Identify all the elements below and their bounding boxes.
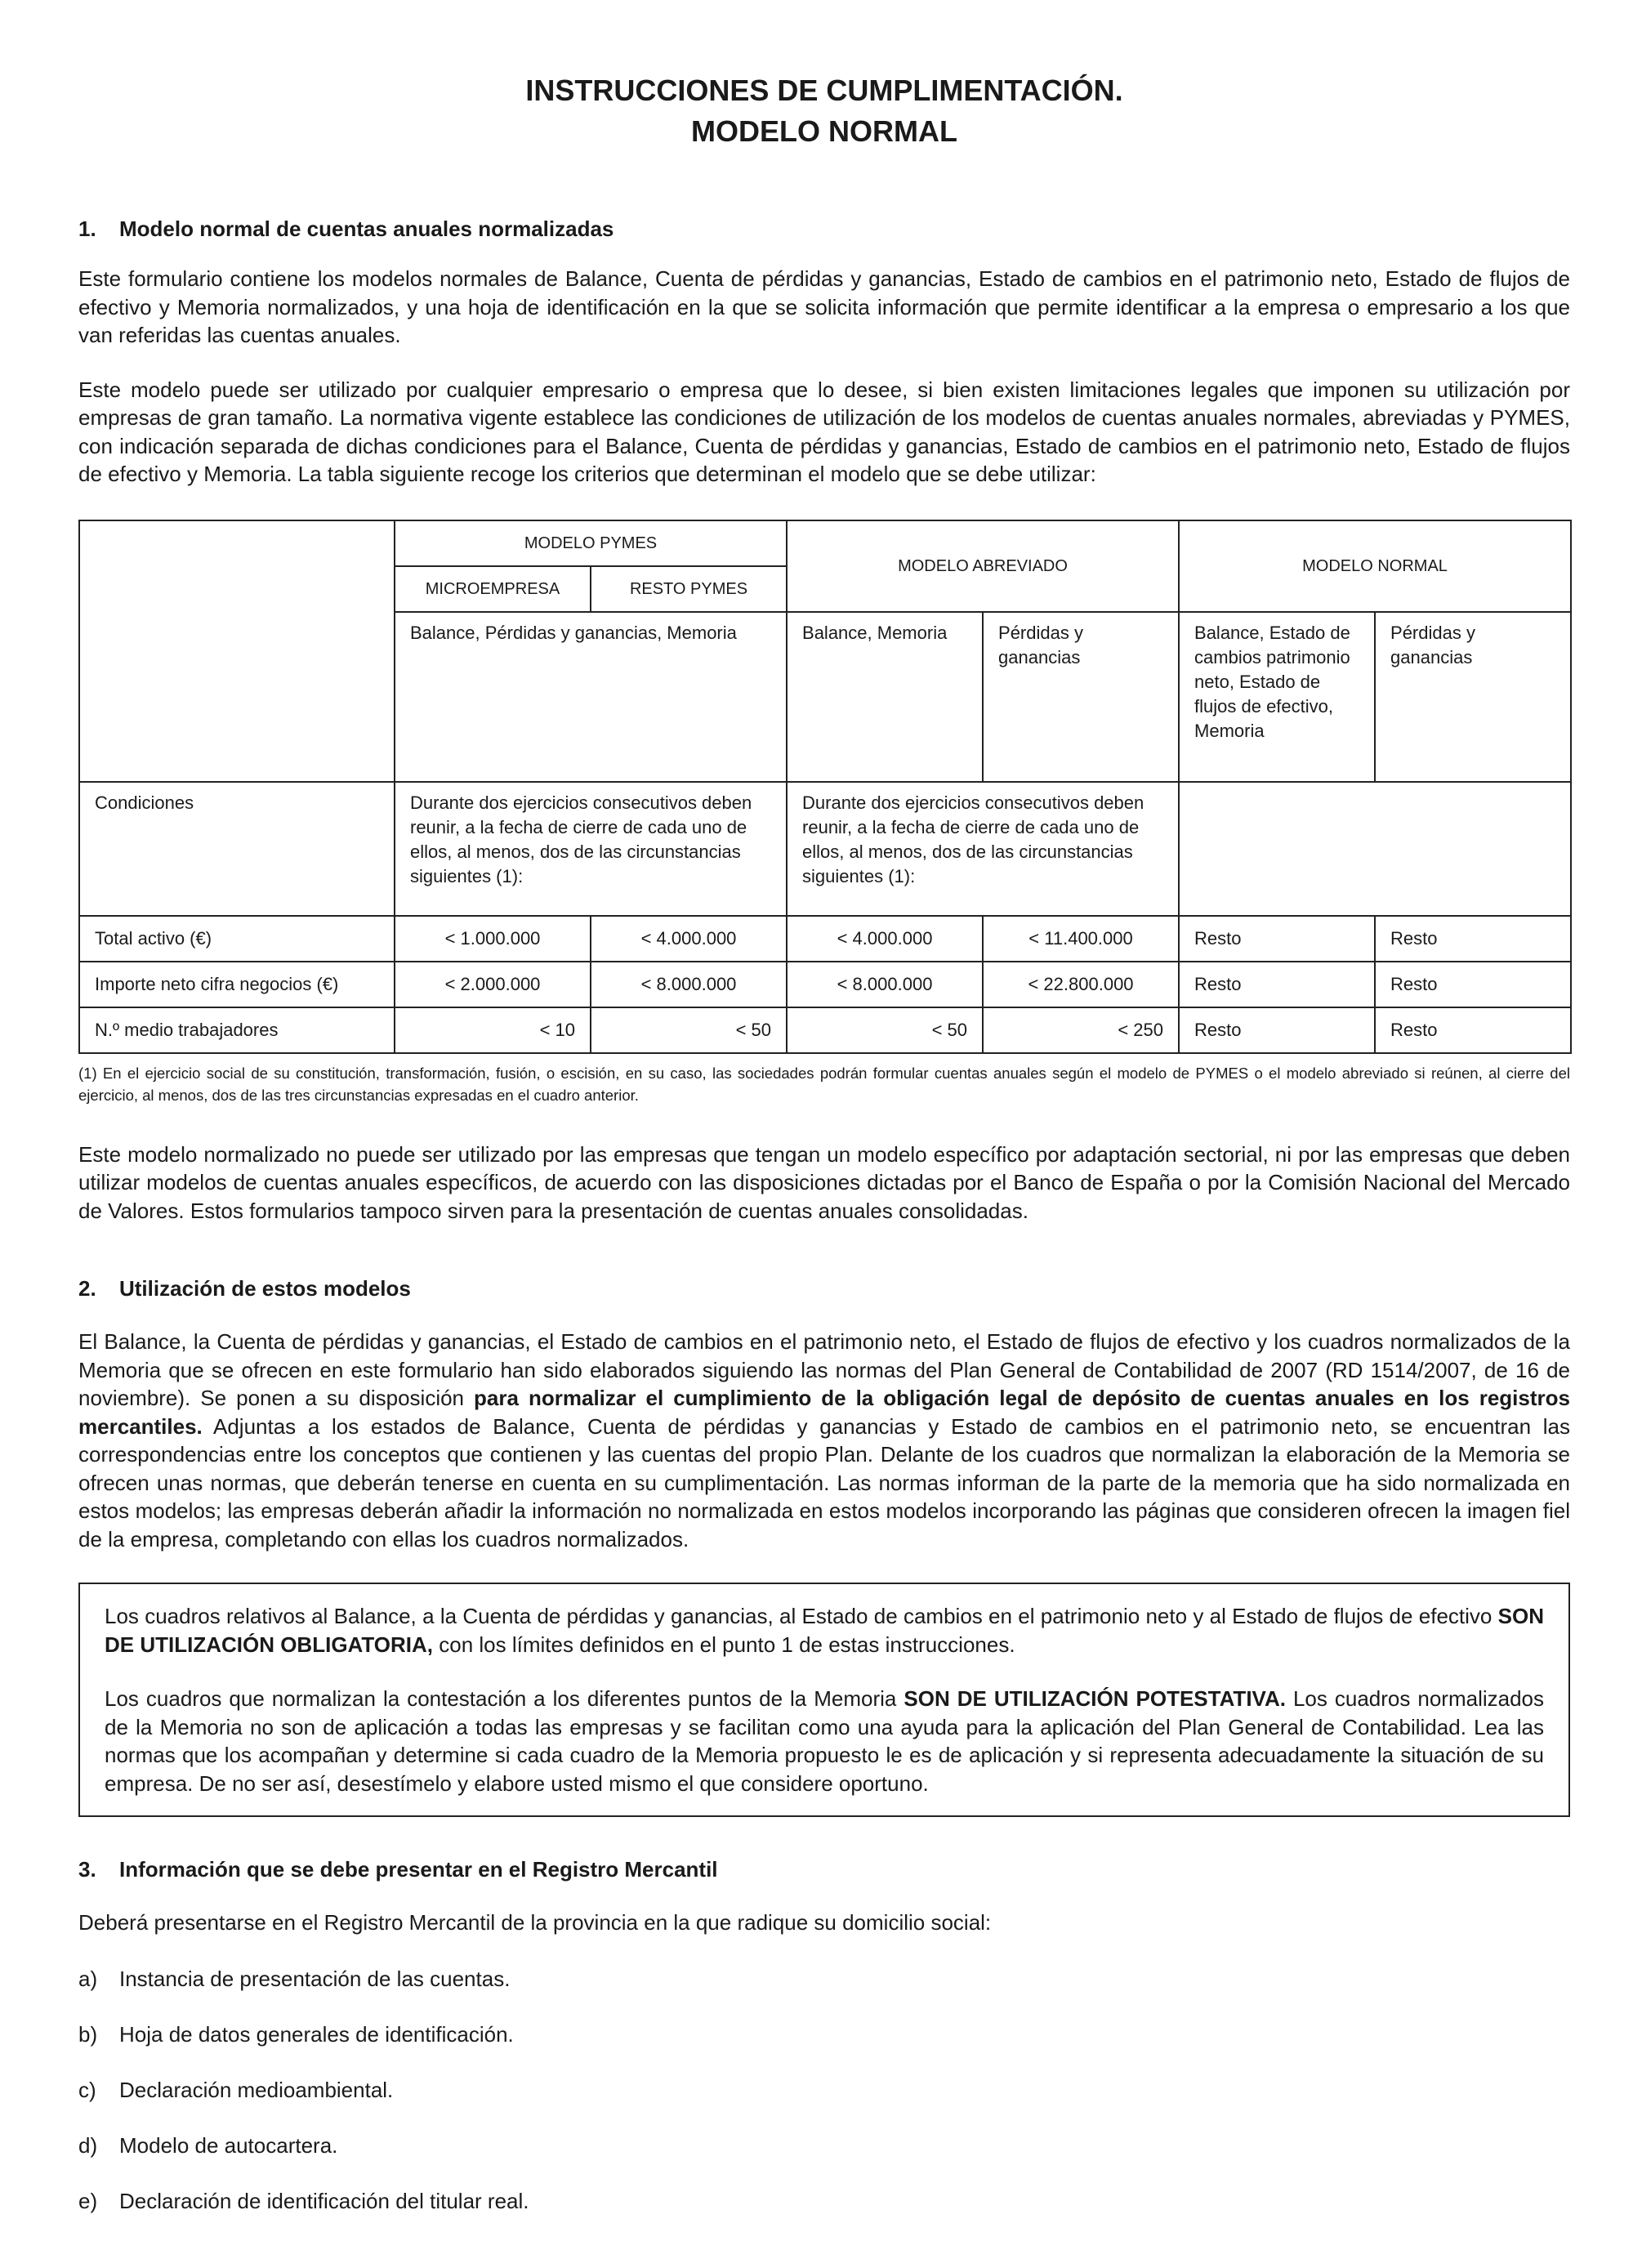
list-item-text: Instancia de presentación de las cuentas. <box>119 1966 511 1991</box>
conditions-pymes: Durante dos ejercicios consecutivos deben reunir, a la fecha de cierre de cada uno de ellos, al menos, dos de las circunstancias siguientes (1): <box>395 782 787 916</box>
conditions-normal <box>1179 782 1571 916</box>
cell-normal-b: Resto <box>1375 916 1571 962</box>
cell-normal-b: Resto <box>1375 962 1571 1007</box>
row-label: Importe neto cifra negocios (€) <box>79 962 395 1007</box>
cell-normal-a: Resto <box>1179 962 1375 1007</box>
title-line-2: MODELO NORMAL <box>691 114 957 148</box>
header-microempresa: MICROEMPRESA <box>395 566 591 612</box>
list-item-text: Hoja de datos generales de identificación. <box>119 2021 514 2047</box>
list-item-text: Declaración medioambiental. <box>119 2077 394 2102</box>
list-item-label: d) <box>78 2132 98 2158</box>
docs-pymes: Balance, Pérdidas y ganancias, Memoria <box>395 612 787 782</box>
section-1-number: 1. <box>78 217 96 241</box>
criteria-table <box>78 520 1572 1054</box>
conditions-label: Condiciones <box>79 782 395 916</box>
cell-resto-pymes: < 8.000.000 <box>591 962 787 1007</box>
list-item-label: a) <box>78 1966 98 1991</box>
notice-paragraph-2 <box>105 1685 1544 1797</box>
notice-2-bold: SON DE UTILIZACIÓN POTESTATIVA. <box>904 1686 1286 1711</box>
cell-normal-b: Resto <box>1375 1007 1571 1053</box>
cell-abreviado-b: < 22.800.000 <box>983 962 1179 1007</box>
header-resto-pymes: RESTO PYMES <box>591 566 787 612</box>
table-footnote: (1) En el ejercicio social de su constitución, transformación, fusión, o escisión, en su caso, las sociedades podrán formular cuentas anuales según el modelo de PYMES o el modelo abreviado si reúnen, al cierre del ejercicio, al menos, dos de las tres circunstancias expresadas en el cuadro anterior. <box>78 1064 1570 1104</box>
table-row <box>79 1007 1571 1053</box>
list-item <box>78 2076 1570 2104</box>
section-1-heading <box>78 214 1570 243</box>
cell-normal-a: Resto <box>1179 1007 1375 1053</box>
section-3-number: 3. <box>78 1857 96 1882</box>
notice-box <box>78 1583 1570 1817</box>
section-2-heading <box>78 1274 1570 1303</box>
section-3-intro: Deberá presentarse en el Registro Mercantil de la provincia en la que radique su domicilio social: <box>78 1910 992 1935</box>
section-2-text-end: Adjuntas a los estados de Balance, Cuenta de pérdidas y ganancias y Estado de cambios en el patrimonio neto, se encuentran las correspondencias entre los conceptos que contienen y las cuentas del propio Plan. Delante de los cuadros que normalizan la elaboración de la Memoria se ofrecen unas normas, que deberán tenerse en cuenta en su cumplimentación. Las normas informan de la parte de la memoria que ha sido normalizada en estos modelos; las empresas deberán añadir la información no normalizada en estos modelos incorporando las páginas que consideren ofrecen la imagen fiel de la empresa, completando con ellas los cuadros normalizados. <box>78 1413 1570 1551</box>
list-item <box>78 1965 1570 1993</box>
list-item <box>78 2020 1570 2048</box>
document-page <box>78 0 1570 2215</box>
section-1-title: Modelo normal de cuentas anuales normalizadas <box>119 217 614 241</box>
conditions-abreviado: Durante dos ejercicios consecutivos deben reunir, a la fecha de cierre de cada uno de ellos, al menos, dos de las circunstancias siguientes (1): <box>787 782 1179 916</box>
notice-2-start: Los cuadros que normalizan la contestación a los diferentes puntos de la Memoria <box>105 1686 904 1711</box>
section-3-heading <box>78 1855 1570 1884</box>
section-1-paragraph-1: Este formulario contiene los modelos normales de Balance, Cuenta de pérdidas y ganancias, Estado de cambios en el patrimonio neto, Estado de flujos de efectivo y Memoria normalizados, y una hoja de identificación en la que se solicita información que permite identificar a la empresa o empresario a los que van referidas las cuentas anuales. <box>78 266 1570 347</box>
list-item-label: e) <box>78 2188 98 2213</box>
section-1-paragraph-2: Este modelo puede ser utilizado por cualquier empresario o empresa que lo desee, si bien existen limitaciones legales que imponen su utilización por empresas de gran tamaño. La normativa vigente establece las condiciones de utilización de los modelos de cuentas anuales normales, abreviadas y PYMES, con indicación separada de dichas condiciones para el Balance, Cuenta de pérdidas y ganancias, Estado de cambios en el patrimonio neto, Estado de flujos de efectivo y Memoria. La tabla siguiente recoge los criterios que determinan el modelo que se debe utilizar: <box>78 377 1570 486</box>
cell-abreviado-b: < 11.400.000 <box>983 916 1179 962</box>
header-modelo-abreviado: MODELO ABREVIADO <box>787 520 1179 612</box>
docs-abreviado-perdidas: Pérdidas y ganancias <box>983 612 1179 782</box>
cell-micro: < 2.000.000 <box>395 962 591 1007</box>
list-item <box>78 2187 1570 2215</box>
section-1-paragraph-3: Este modelo normalizado no puede ser utilizado por las empresas que tengan un modelo específico por adaptación sectorial, ni por las empresas que deben utilizar modelos de cuentas anuales específicos, de acuerdo con las disposiciones dictadas por el Banco de España o por la Comisión Nacional del Mercado de Valores. Estos formularios tampoco sirven para la presentación de cuentas anuales consolidadas. <box>78 1141 1570 1223</box>
cell-abreviado-b: < 250 <box>983 1007 1179 1053</box>
cell-abreviado-a: < 4.000.000 <box>787 916 983 962</box>
cell-normal-a: Resto <box>1179 916 1375 962</box>
title-line-1: INSTRUCCIONES DE CUMPLIMENTACIÓN. <box>525 74 1123 107</box>
table-row <box>79 916 1571 962</box>
notice-paragraph-1 <box>105 1602 1544 1659</box>
section-2-text-bold: para normalizar el cumplimiento de la obligación legal de depósito de cuentas anuales en los registros mercantiles. <box>78 1386 1570 1439</box>
docs-normal-perdidas: Pérdidas y ganancias <box>1375 612 1571 782</box>
section-2-text-start: El Balance, la Cuenta de pérdidas y ganancias, el Estado de cambios en el patrimonio neto, el Estado de flujos de efectivo y los cuadros normalizados de la Memoria que se ofrecen en este formulario han sido elaborados siguiendo las normas del Plan General de Contabilidad de 2007 (RD 1514/2007, de 16 de noviembre). Se ponen a su disposición <box>78 1329 1570 1410</box>
section-2-title: Utilización de estos modelos <box>119 1276 411 1301</box>
section-3-title: Información que se debe presentar en el Registro Mercantil <box>119 1857 718 1882</box>
page-title <box>78 70 1570 152</box>
row-label: Total activo (€) <box>79 916 395 962</box>
header-modelo-normal: MODELO NORMAL <box>1179 520 1571 612</box>
cell-resto-pymes: < 50 <box>591 1007 787 1053</box>
cell-resto-pymes: < 4.000.000 <box>591 916 787 962</box>
cell-micro: < 10 <box>395 1007 591 1053</box>
list-item-text: Declaración de identificación del titular real. <box>119 2188 529 2213</box>
section-2-paragraph <box>78 1328 1570 1553</box>
cell-abreviado-a: < 50 <box>787 1007 983 1053</box>
cell-micro: < 1.000.000 <box>395 916 591 962</box>
row-label: N.º medio trabajadores <box>79 1007 395 1053</box>
cell-abreviado-a: < 8.000.000 <box>787 962 983 1007</box>
list-item <box>78 2132 1570 2159</box>
docs-normal-balance: Balance, Estado de cambios patrimonio neto, Estado de flujos de efectivo, Memoria <box>1179 612 1375 782</box>
notice-1-end: con los límites definidos en el punto 1 de estas instrucciones. <box>433 1632 1015 1657</box>
notice-1-bold: SON DE UTILIZACIÓN OBLIGATORIA, <box>105 1604 1544 1657</box>
list-item-label: b) <box>78 2021 98 2047</box>
list-item-label: c) <box>78 2077 96 2102</box>
table-corner-cell <box>79 520 395 782</box>
notice-1-start: Los cuadros relativos al Balance, a la Cuenta de pérdidas y ganancias, al Estado de cambios en el patrimonio neto y al Estado de flujos de efectivo <box>105 1604 1498 1628</box>
docs-abreviado-balance: Balance, Memoria <box>787 612 983 782</box>
list-item-text: Modelo de autocartera. <box>119 2132 338 2158</box>
header-modelo-pymes: MODELO PYMES <box>395 520 787 566</box>
table-row <box>79 962 1571 1007</box>
section-2-number: 2. <box>78 1276 96 1301</box>
notice-2-end: Los cuadros normalizados de la Memoria no son de aplicación a todas las empresas y se facilitan como una ayuda para la aplicación del Plan General de Contabilidad. Lea las normas que los acompañan y determine si cada cuadro de la Memoria propuesto le es de aplicación y si representa adecuadamente la situación de su empresa. De no ser así, desestímelo y elabore usted mismo el que considere oportuno. <box>105 1686 1545 1796</box>
